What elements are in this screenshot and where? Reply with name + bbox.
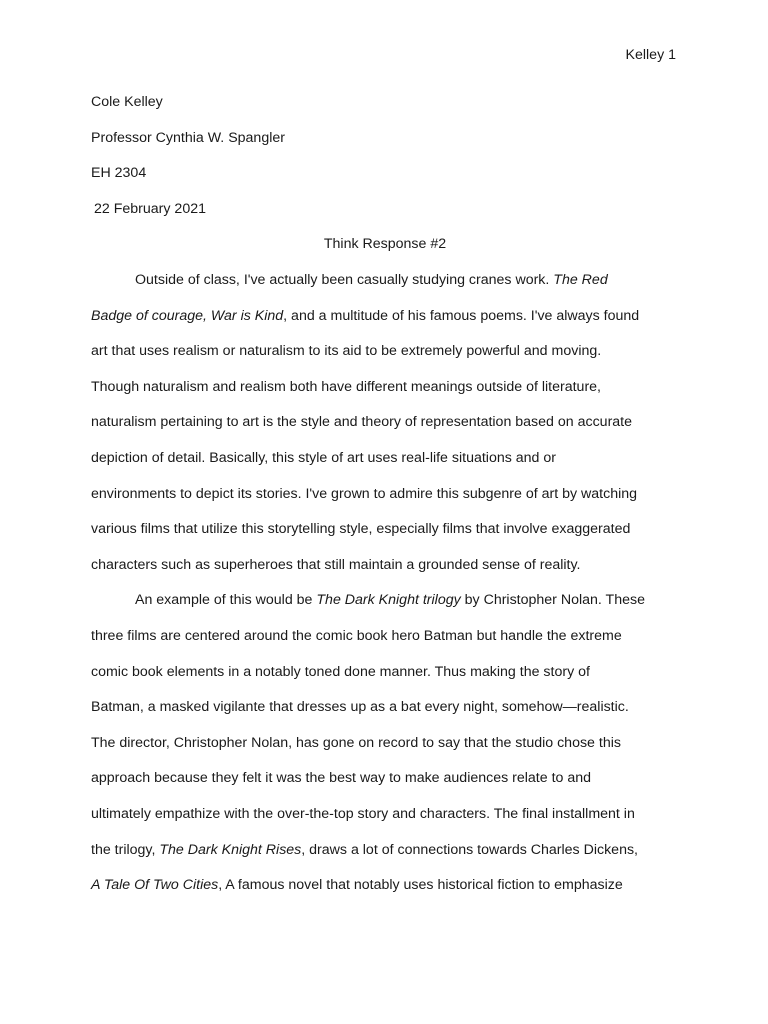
paragraph-2-line-1 [91, 590, 679, 626]
paragraph-1-line-7: environments to depict its stories. I've grown to admire this subgenre of art by watching [91, 485, 638, 502]
date-line: 22 February 2021 [94, 200, 206, 217]
paragraph-1-line-8: various films that utilize this storytelling style, especially films that involve exaggerated [91, 521, 631, 538]
paragraph-1-line-9: characters such as superheroes that still maintain a grounded sense of reality. [91, 556, 581, 573]
italic-title: The Red [553, 272, 608, 288]
paragraph-1-line-4: Though naturalism and realism both have different meanings outside of literature, [91, 378, 601, 395]
mla-heading [91, 92, 679, 270]
paragraph-1-line-1 [91, 270, 679, 306]
essay-title: Think Response #2 [323, 236, 447, 253]
paragraph-1-line-5: naturalism pertaining to art is the style and theory of representation based on accurate [91, 414, 633, 431]
italic-title: The Dark Knight Rises [159, 841, 302, 858]
italic-title: A Tale Of Two Cities [91, 877, 219, 894]
text-run: by Christopher Nolan. These [460, 592, 645, 609]
paragraph-2-line-9 [91, 875, 679, 911]
paragraph-1-line-6: depiction of detail. Basically, this style of art uses real-life situations and or [91, 449, 556, 466]
paragraph-2-line-2: three films are centered around the comic book hero Batman but handle the extreme [91, 627, 622, 644]
paragraph-2-line-3: comic book elements in a notably toned done manner. Thus making the story of [91, 663, 590, 680]
text-run: An example of this would be [135, 592, 317, 609]
paragraph-2-line-4: Batman, a masked vigilante that dresses up as a bat every night, somehow—realistic. [91, 699, 629, 716]
student-name: Cole Kelley [91, 94, 163, 110]
text-run: , A famous novel that notably uses historical fiction to emphasize [218, 877, 623, 894]
paragraph-2-line-7: ultimately empathize with the over-the-top story and characters. The final installment in [91, 805, 635, 822]
text-run: , draws a lot of connections towards Charles Dickens, [301, 841, 638, 858]
paragraph-1-line-3: art that uses realism or naturalism to its aid to be extremely powerful and moving. [91, 343, 602, 360]
essay-body [91, 270, 679, 911]
text-run: Outside of class, I've actually been casually studying cranes work. [135, 272, 554, 288]
paragraph-2-line-5: The director, Christopher Nolan, has gone on record to say that the studio chose this [91, 734, 621, 751]
italic-title: Badge of courage, War is Kind [91, 307, 284, 324]
course-code: EH 2304 [91, 165, 147, 182]
paragraph-2-line-8 [91, 840, 679, 876]
paragraph-1-line-2 [91, 306, 679, 342]
italic-title: The Dark Knight trilogy [316, 592, 461, 609]
paragraph-2-line-6: approach because they felt it was the best way to make audiences relate to and [91, 770, 592, 787]
text-run: , and a multitude of his famous poems. I've always found [283, 307, 640, 324]
page-number-header: Kelley 1 [625, 47, 676, 63]
text-run: the trilogy, [91, 841, 160, 858]
professor-name: Professor Cynthia W. Spangler [91, 129, 285, 146]
